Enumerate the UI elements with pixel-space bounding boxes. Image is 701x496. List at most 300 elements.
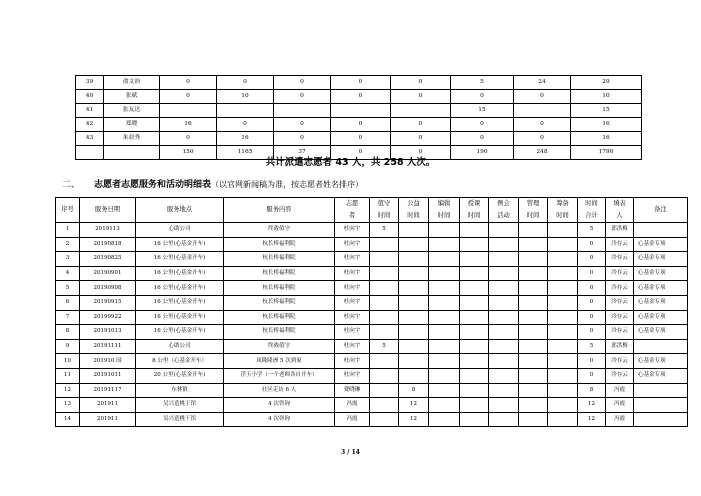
table-cell bbox=[489, 354, 519, 369]
table-cell: 16 bbox=[571, 132, 642, 146]
table-cell bbox=[519, 252, 548, 267]
table-cell bbox=[429, 325, 460, 340]
table-cell: 0 bbox=[331, 90, 391, 104]
table-cell bbox=[489, 252, 519, 267]
table-cell: 12 bbox=[578, 412, 606, 427]
table-cell: 16 bbox=[571, 118, 642, 132]
table-cell bbox=[429, 223, 460, 238]
table-cell: 5 bbox=[56, 281, 80, 296]
table-cell: 0 bbox=[217, 118, 274, 132]
table-cell: 0 bbox=[274, 132, 331, 146]
table-cell: 201911 bbox=[80, 398, 136, 413]
table-cell: 15 bbox=[451, 104, 514, 118]
table-cell: 冷存云 bbox=[606, 237, 634, 252]
section-heading bbox=[62, 177, 363, 190]
table-cell bbox=[370, 310, 399, 325]
table-cell bbox=[460, 281, 489, 296]
table-cell: 0 bbox=[451, 132, 514, 146]
table-cell: 3 bbox=[56, 252, 80, 267]
table-cell: 5 bbox=[451, 76, 514, 90]
header-prep-time: 筹备 时间 bbox=[548, 198, 578, 223]
table-cell: 浮玉小学（一个老师各自开车） bbox=[224, 368, 335, 383]
table-cell: 1790 bbox=[571, 146, 642, 160]
table-cell: 杭长桥福利院 bbox=[224, 310, 335, 325]
table-cell: 16 公里(心基金开车) bbox=[136, 266, 224, 281]
table-cell bbox=[519, 281, 548, 296]
table-cell: 杭长桥福利院 bbox=[224, 266, 335, 281]
table-cell bbox=[399, 266, 429, 281]
table-cell: 0 bbox=[160, 132, 217, 146]
table-row bbox=[56, 223, 688, 238]
header-filler: 填表 人 bbox=[606, 198, 634, 223]
table-cell bbox=[548, 325, 578, 340]
table-cell bbox=[460, 339, 489, 354]
table-cell bbox=[519, 354, 548, 369]
service-detail-table bbox=[55, 197, 688, 427]
table-cell: 20191117 bbox=[80, 383, 136, 398]
table-cell: 16 公里(心基金开车) bbox=[136, 237, 224, 252]
table-cell: 8 bbox=[399, 383, 429, 398]
header-public-time: 公益 时间 bbox=[399, 198, 429, 223]
service-detail-body bbox=[56, 223, 688, 427]
table-cell: 20 公里(心基金开车) bbox=[136, 368, 224, 383]
table-cell: 0 bbox=[274, 118, 331, 132]
table-cell: 12 bbox=[399, 412, 429, 427]
table-cell: 20191111 bbox=[80, 339, 136, 354]
table-cell bbox=[548, 354, 578, 369]
table-cell bbox=[460, 295, 489, 310]
table-cell: 14 bbox=[56, 412, 80, 427]
table-cell: 0 bbox=[578, 237, 606, 252]
table-cell bbox=[519, 266, 548, 281]
table-cell: 0 bbox=[331, 118, 391, 132]
table-cell bbox=[399, 223, 429, 238]
table-cell bbox=[548, 339, 578, 354]
header-row bbox=[56, 198, 688, 223]
table-cell: 冷存云 bbox=[606, 310, 634, 325]
table-cell bbox=[460, 252, 489, 267]
table-cell bbox=[489, 237, 519, 252]
table-cell: 0 bbox=[514, 90, 571, 104]
table-cell bbox=[391, 104, 451, 118]
table-cell: 4 次咨询 bbox=[224, 398, 335, 413]
table-cell: 11 bbox=[56, 368, 80, 383]
table-cell bbox=[399, 325, 429, 340]
table-cell bbox=[460, 325, 489, 340]
header-content: 服务内容 bbox=[224, 198, 335, 223]
summary-line: 共计派遣志愿者 43 人，共 258 人次。 bbox=[265, 157, 436, 168]
table-row bbox=[56, 252, 688, 267]
table-cell: 16 公里(心基金开车) bbox=[136, 310, 224, 325]
table-cell: 杭长桥福利院 bbox=[224, 252, 335, 267]
table-cell: 37 bbox=[274, 146, 331, 160]
table-cell bbox=[489, 325, 519, 340]
table-cell: 9 bbox=[56, 339, 80, 354]
table-cell: 8 bbox=[56, 325, 80, 340]
table-cell: 10 bbox=[56, 354, 80, 369]
totals-row bbox=[76, 104, 642, 118]
table-cell: 0 bbox=[274, 90, 331, 104]
table-cell: 150 bbox=[160, 146, 217, 160]
table-cell: 0 bbox=[217, 76, 274, 90]
table-cell: 5 bbox=[578, 339, 606, 354]
table-cell: 心基金专项 bbox=[634, 354, 688, 369]
table-cell: 张友达 bbox=[104, 104, 160, 118]
table-cell: 13 bbox=[56, 398, 80, 413]
table-cell: 4 次咨询 bbox=[224, 412, 335, 427]
table-cell: 8 公里（心基金开车） bbox=[136, 354, 224, 369]
header-teach-time: 授课 时间 bbox=[460, 198, 489, 223]
table-cell bbox=[370, 295, 399, 310]
header-volunteer: 志愿 者 bbox=[335, 198, 370, 223]
table-cell bbox=[489, 339, 519, 354]
table-cell bbox=[370, 383, 399, 398]
table-cell bbox=[460, 383, 489, 398]
table-cell: 0 bbox=[391, 132, 451, 146]
table-cell: 杭长桥福利院 bbox=[224, 281, 335, 296]
table-cell: 2019113 bbox=[80, 223, 136, 238]
table-cell: 0 bbox=[331, 76, 391, 90]
table-cell: 杜向宇 bbox=[335, 252, 370, 267]
table-cell bbox=[399, 252, 429, 267]
table-cell: 4 bbox=[56, 266, 80, 281]
table-cell bbox=[370, 281, 399, 296]
table-cell: 杜向宇 bbox=[335, 237, 370, 252]
table-row bbox=[56, 412, 688, 427]
table-cell: 杭长桥福利院 bbox=[224, 295, 335, 310]
table-cell: 心基金专项 bbox=[634, 281, 688, 296]
table-cell: 吴兴造桃干馆 bbox=[136, 398, 224, 413]
table-cell bbox=[460, 398, 489, 413]
table-cell: 39 bbox=[76, 76, 104, 90]
table-cell bbox=[519, 223, 548, 238]
table-cell: 冷存云 bbox=[606, 368, 634, 383]
table-cell: 248 bbox=[514, 146, 571, 160]
table-cell bbox=[460, 223, 489, 238]
table-cell bbox=[489, 368, 519, 383]
table-cell: 0 bbox=[578, 266, 606, 281]
table-cell: 冷存云 bbox=[606, 295, 634, 310]
table-cell bbox=[548, 252, 578, 267]
table-cell bbox=[429, 310, 460, 325]
table-cell: 心基金专项 bbox=[634, 237, 688, 252]
table-cell: 16 公里(心基金开车) bbox=[136, 325, 224, 340]
table-cell bbox=[519, 310, 548, 325]
table-cell bbox=[548, 412, 578, 427]
table-cell: 42 bbox=[76, 118, 104, 132]
table-cell: 0 bbox=[391, 146, 451, 160]
table-cell bbox=[514, 104, 571, 118]
table-cell: 杜向宇 bbox=[335, 281, 370, 296]
table-cell: 0 bbox=[578, 252, 606, 267]
table-cell bbox=[399, 295, 429, 310]
table-cell bbox=[489, 310, 519, 325]
table-cell: 杭长桥福利院 bbox=[224, 325, 335, 340]
table-cell bbox=[429, 354, 460, 369]
table-cell: 0 bbox=[391, 90, 451, 104]
table-cell bbox=[548, 223, 578, 238]
table-cell bbox=[460, 237, 489, 252]
table-cell bbox=[460, 368, 489, 383]
table-cell: 8 bbox=[578, 383, 606, 398]
table-cell bbox=[519, 237, 548, 252]
table-cell: 心基金专项 bbox=[634, 368, 688, 383]
page-number: 3 / 14 bbox=[341, 449, 360, 456]
table-row bbox=[56, 368, 688, 383]
table-cell bbox=[331, 104, 391, 118]
table-cell: 杜向宇 bbox=[335, 223, 370, 238]
table-cell bbox=[489, 223, 519, 238]
table-cell: 0 bbox=[578, 354, 606, 369]
table-cell: 心基金专项 bbox=[634, 266, 688, 281]
header-date: 服务日期 bbox=[80, 198, 136, 223]
table-cell: 20191011 bbox=[80, 368, 136, 383]
table-cell: 2 bbox=[56, 237, 80, 252]
table-cell bbox=[399, 310, 429, 325]
table-cell bbox=[519, 398, 548, 413]
table-cell: 0 bbox=[514, 118, 571, 132]
table-cell bbox=[548, 310, 578, 325]
table-cell bbox=[519, 325, 548, 340]
table-cell: 0 bbox=[274, 76, 331, 90]
table-cell bbox=[634, 383, 688, 398]
table-row bbox=[56, 339, 688, 354]
totals-row bbox=[76, 76, 642, 90]
table-cell: 杜向宇 bbox=[335, 325, 370, 340]
table-cell: 20190922 bbox=[80, 310, 136, 325]
table-cell bbox=[399, 339, 429, 354]
header-duty-time: 值守 时间 bbox=[370, 198, 399, 223]
table-cell bbox=[519, 383, 548, 398]
volunteer-totals-table bbox=[75, 75, 642, 160]
table-cell bbox=[370, 252, 399, 267]
table-cell: 0 bbox=[578, 325, 606, 340]
header-edit-time: 编辑 时间 bbox=[429, 198, 460, 223]
table-cell: 10 bbox=[217, 90, 274, 104]
table-cell: 20190818 bbox=[80, 237, 136, 252]
table-cell bbox=[274, 104, 331, 118]
table-cell bbox=[460, 310, 489, 325]
table-cell: 冷存云 bbox=[606, 252, 634, 267]
table-cell bbox=[429, 295, 460, 310]
table-cell bbox=[370, 398, 399, 413]
table-cell bbox=[519, 412, 548, 427]
table-cell bbox=[429, 281, 460, 296]
table-cell bbox=[489, 295, 519, 310]
table-row bbox=[56, 281, 688, 296]
table-cell: 杜向宇 bbox=[335, 339, 370, 354]
table-cell: 0 bbox=[578, 368, 606, 383]
table-cell: 杜向宇 bbox=[335, 368, 370, 383]
table-cell bbox=[370, 237, 399, 252]
table-cell: 41 bbox=[76, 104, 104, 118]
table-cell: 0 bbox=[160, 76, 217, 90]
table-cell bbox=[370, 354, 399, 369]
table-cell: 1 bbox=[56, 223, 80, 238]
table-cell bbox=[519, 295, 548, 310]
table-cell: 6 bbox=[56, 295, 80, 310]
table-cell: 0 bbox=[391, 76, 451, 90]
header-manage-time: 管理 时间 bbox=[519, 198, 548, 223]
table-row bbox=[56, 237, 688, 252]
table-cell: 7 bbox=[56, 310, 80, 325]
table-cell bbox=[460, 266, 489, 281]
table-cell bbox=[217, 104, 274, 118]
totals-row bbox=[76, 118, 642, 132]
table-cell: 0 bbox=[578, 295, 606, 310]
table-cell: 心基金专项 bbox=[634, 325, 688, 340]
table-cell bbox=[519, 368, 548, 383]
table-cell bbox=[548, 237, 578, 252]
table-cell bbox=[460, 412, 489, 427]
table-cell bbox=[429, 368, 460, 383]
table-cell bbox=[429, 398, 460, 413]
table-cell: 冷存云 bbox=[606, 354, 634, 369]
table-cell bbox=[634, 223, 688, 238]
table-cell: 冷存云 bbox=[606, 266, 634, 281]
table-row bbox=[56, 354, 688, 369]
table-cell: 15 bbox=[571, 104, 642, 118]
volunteer-totals-body bbox=[76, 76, 642, 160]
table-cell bbox=[399, 368, 429, 383]
table-cell bbox=[429, 252, 460, 267]
table-cell bbox=[429, 266, 460, 281]
table-cell bbox=[370, 266, 399, 281]
section-title: 志愿者志愿服务和活动明细表 bbox=[94, 180, 212, 190]
table-cell: 0 bbox=[391, 118, 451, 132]
table-cell: 杜向宇 bbox=[335, 354, 370, 369]
table-cell: 24 bbox=[514, 76, 571, 90]
table-cell: 29 bbox=[571, 76, 642, 90]
table-row bbox=[56, 295, 688, 310]
table-cell: 12 bbox=[578, 398, 606, 413]
table-cell bbox=[548, 281, 578, 296]
table-row bbox=[56, 325, 688, 340]
header-meeting: 例会 活动 bbox=[489, 198, 519, 223]
table-cell: 费晓琳 bbox=[335, 383, 370, 398]
table-cell bbox=[548, 368, 578, 383]
table-cell: 20190915 bbox=[80, 295, 136, 310]
table-cell bbox=[548, 383, 578, 398]
table-cell: 0 bbox=[451, 118, 514, 132]
table-cell: 12 bbox=[56, 383, 80, 398]
table-cell: 5 bbox=[370, 223, 399, 238]
table-cell: 1165 bbox=[217, 146, 274, 160]
table-cell: 10 bbox=[571, 90, 642, 104]
table-cell: 郑晓 bbox=[104, 118, 160, 132]
table-cell: 心基金专项 bbox=[634, 295, 688, 310]
table-cell: 杭长桥福利院 bbox=[224, 237, 335, 252]
table-cell: 朱晨秀 bbox=[104, 132, 160, 146]
table-cell: 心基金专项 bbox=[634, 310, 688, 325]
table-cell: 张斌 bbox=[104, 90, 160, 104]
table-cell: 0 bbox=[331, 132, 391, 146]
table-cell bbox=[634, 398, 688, 413]
table-cell: 俞文治 bbox=[104, 76, 160, 90]
table-cell bbox=[489, 281, 519, 296]
section-number: 二、 bbox=[62, 180, 81, 190]
table-row bbox=[56, 266, 688, 281]
table-cell bbox=[399, 237, 429, 252]
totals-row bbox=[76, 132, 642, 146]
section-note: （以官网新闻稿为准，按志愿者姓名排序） bbox=[211, 180, 364, 189]
table-cell: 16 公里(心基金开车) bbox=[136, 252, 224, 267]
table-cell bbox=[489, 412, 519, 427]
table-cell: 凤隆隆洲 5 次到家 bbox=[224, 354, 335, 369]
table-cell: 郭洪梅 bbox=[606, 223, 634, 238]
table-cell: 杜向宇 bbox=[335, 310, 370, 325]
table-cell bbox=[429, 237, 460, 252]
table-cell: 吴兴造桃干馆 bbox=[136, 412, 224, 427]
table-cell bbox=[489, 398, 519, 413]
table-cell bbox=[519, 339, 548, 354]
table-cell: 社区走访 6 人 bbox=[224, 383, 335, 398]
table-cell: 5 bbox=[370, 339, 399, 354]
table-cell: 43 bbox=[76, 132, 104, 146]
table-cell: 郭洪梅 bbox=[606, 339, 634, 354]
table-cell: 20190908 bbox=[80, 281, 136, 296]
table-cell bbox=[460, 354, 489, 369]
table-cell: 201910 国 bbox=[80, 354, 136, 369]
table-cell bbox=[399, 354, 429, 369]
table-cell: 190 bbox=[451, 146, 514, 160]
table-cell: 12 bbox=[399, 398, 429, 413]
table-cell: 0 bbox=[451, 90, 514, 104]
table-cell: 冯霞 bbox=[335, 398, 370, 413]
table-cell bbox=[370, 368, 399, 383]
header-total-time: 时间 合计 bbox=[578, 198, 606, 223]
table-cell: 心基金专项 bbox=[634, 252, 688, 267]
table-cell: 5 bbox=[578, 223, 606, 238]
header-place: 服务地点 bbox=[136, 198, 224, 223]
table-row bbox=[56, 398, 688, 413]
table-cell: 终战值守 bbox=[224, 223, 335, 238]
table-cell: 20190901 bbox=[80, 266, 136, 281]
table-row bbox=[56, 383, 688, 398]
table-cell: 杜向宇 bbox=[335, 266, 370, 281]
table-cell: 16 bbox=[217, 132, 274, 146]
table-cell: 终战值守 bbox=[224, 339, 335, 354]
table-cell bbox=[429, 339, 460, 354]
table-cell: 0 bbox=[514, 132, 571, 146]
table-cell: 16 公里(心基金开车) bbox=[136, 295, 224, 310]
table-cell: 心助公司 bbox=[136, 223, 224, 238]
totals-row bbox=[76, 90, 642, 104]
table-cell: 16 bbox=[160, 118, 217, 132]
table-cell bbox=[160, 104, 217, 118]
table-cell bbox=[370, 325, 399, 340]
table-cell bbox=[548, 295, 578, 310]
table-cell: 20190825 bbox=[80, 252, 136, 267]
table-cell: 冯霞 bbox=[606, 398, 634, 413]
header-remark: 备注 bbox=[634, 198, 688, 223]
table-cell: 东林镇 bbox=[136, 383, 224, 398]
table-cell: 心助公司 bbox=[136, 339, 224, 354]
table-cell: 0 bbox=[331, 146, 391, 160]
table-row bbox=[56, 310, 688, 325]
table-cell: 冯霞 bbox=[335, 412, 370, 427]
table-cell bbox=[399, 281, 429, 296]
table-cell bbox=[429, 383, 460, 398]
table-cell bbox=[370, 412, 399, 427]
table-cell: 0 bbox=[160, 90, 217, 104]
table-cell bbox=[489, 383, 519, 398]
table-cell: 20191013 bbox=[80, 325, 136, 340]
table-cell: 冷存云 bbox=[606, 325, 634, 340]
table-cell bbox=[429, 412, 460, 427]
table-cell: 40 bbox=[76, 90, 104, 104]
table-cell: 杜向宇 bbox=[335, 295, 370, 310]
